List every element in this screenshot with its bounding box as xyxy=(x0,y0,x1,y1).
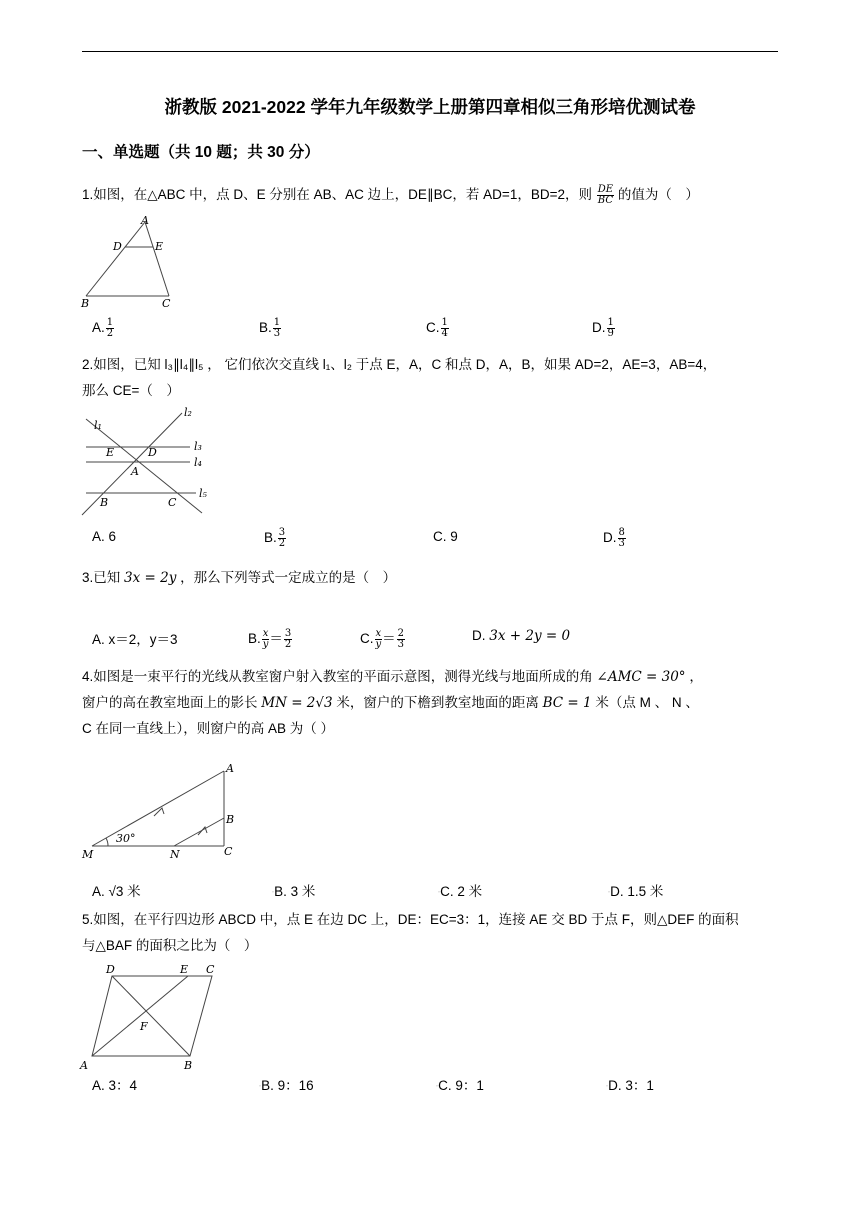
question-3-math: 3x = 2y xyxy=(124,570,177,586)
question-3-options xyxy=(92,627,792,653)
option-b[interactable]: ◦B. 3 米 xyxy=(272,884,316,899)
option-d[interactable]: ◦D. 1.5 米 xyxy=(608,884,664,899)
question-5-line-2: 与△BAF 的面积之比为（ ） xyxy=(82,938,258,953)
label-m: M xyxy=(82,848,94,861)
label-b: B xyxy=(184,1059,193,1072)
option-b[interactable]: B. $\frac{1}{3}$ xyxy=(259,317,281,339)
question-3 xyxy=(82,565,782,591)
label-a: A xyxy=(141,214,149,227)
option-b[interactable]: ◦B. 9：16 xyxy=(259,1078,314,1093)
question-3-post: ，那么下列等式一定成立的是（ ） xyxy=(176,570,397,585)
question-1-fraction: $\frac{DE}{BC}$ xyxy=(597,183,614,206)
question-5 xyxy=(82,907,782,959)
label-a: A xyxy=(80,1059,88,1072)
header-rule xyxy=(82,51,778,52)
question-1-figure xyxy=(78,214,188,310)
label-l1: l₁ xyxy=(94,419,102,432)
label-d: D xyxy=(148,446,157,459)
label-d: D xyxy=(106,963,115,976)
question-5-options xyxy=(92,1074,792,1100)
question-4-line-3: C 在同一直线上），则窗户的高 AB 为（ ） xyxy=(82,721,335,736)
option-c[interactable]: ◦C. 2 米 xyxy=(438,884,483,899)
question-2 xyxy=(82,352,782,404)
question-4-options xyxy=(92,880,792,906)
label-l3: l₃ xyxy=(194,440,202,453)
label-f: F xyxy=(140,1020,148,1033)
option-c[interactable]: C. $\frac{x}{y}$ ＝ $\frac{2}{3}$ xyxy=(360,627,405,650)
option-d[interactable]: D. $\frac{8}{3}$ xyxy=(603,527,625,549)
option-a[interactable]: A. 3：4 xyxy=(92,1078,138,1093)
label-n: N xyxy=(170,848,180,861)
label-c: C xyxy=(162,297,171,310)
question-1-options xyxy=(92,318,792,344)
label-l4: l₄ xyxy=(194,456,202,469)
label-c: C xyxy=(206,963,215,976)
question-5-line-1: 5.如图，在平行四边形 ABCD 中，点 E 在边 DC 上，DE：EC=3：1，连接 AE 交 BD 于点 F，则△DEF 的面积 xyxy=(82,912,739,927)
question-4 xyxy=(82,664,782,742)
label-a: A xyxy=(131,465,139,478)
question-5-figure xyxy=(78,958,228,1073)
question-3-pre: 3.已知 xyxy=(82,570,125,585)
option-c[interactable]: ◦C. 9：1 xyxy=(436,1078,484,1093)
question-4-line-2: 窗户的高在教室地面上的影长 MN = 2√3 米，窗户的下檐到教室地面的距离 BC = 1 米（点 M 、 N 、 xyxy=(82,695,699,711)
label-c: C xyxy=(168,496,177,509)
option-b[interactable]: B. $\frac{3}{2}$ xyxy=(264,527,286,549)
label-a: A xyxy=(226,762,234,775)
question-1 xyxy=(82,182,782,208)
label-b: B xyxy=(81,297,90,310)
label-l5: l₅ xyxy=(199,487,207,500)
label-b: B xyxy=(100,496,109,509)
option-a[interactable]: A. x＝2，y＝3 xyxy=(92,632,178,647)
question-2-line-2: 那么 CE=（ ） xyxy=(82,383,180,398)
question-1-text: 1.如图，在△ABC 中，点 D、E 分别在 AB、AC 边上，DE∥BC，若 AD=1，BD=2，则 xyxy=(82,187,592,202)
label-c: C xyxy=(224,845,233,858)
question-4-line-1: 4.如图是一束平行的光线从教室窗户射入教室的平面示意图，测得光线与地面所成的角 ∠AMC = 30° ， xyxy=(82,669,703,685)
option-d[interactable]: D. 3x + 2y = 0 xyxy=(472,628,571,644)
question-2-options xyxy=(92,528,792,554)
option-b[interactable]: B. $\frac{x}{y}$ ＝ $\frac{3}{2}$ xyxy=(248,627,292,650)
label-d: D xyxy=(113,240,122,253)
question-1-tail: 的值为（ ） xyxy=(617,187,699,202)
label-e: E xyxy=(106,446,115,459)
page-title: 浙教版 2021-2022 学年九年级数学上册第四章相似三角形培优测试卷 xyxy=(164,97,696,117)
question-2-figure xyxy=(78,405,218,521)
section-heading: 一、单选题（共 10 题；共 30 分） xyxy=(82,144,320,161)
question-4-figure xyxy=(78,756,248,866)
option-a[interactable]: A. 6 xyxy=(92,529,117,544)
label-l2: l₂ xyxy=(184,406,192,419)
option-a[interactable]: A. √3 米 xyxy=(92,884,141,899)
question-2-line-1: 2.如图，已知 l₃∥l₄∥l₅ ， 它们依次交直线 l₁、l₂ 于点 E，A，C 和点 D，A，B，如果 AD=2，AE=3，AB=4， xyxy=(82,357,717,372)
label-b: B xyxy=(226,813,235,826)
option-c[interactable]: C. 9 xyxy=(433,529,458,544)
label-e: E xyxy=(155,240,164,253)
option-a[interactable]: A. $\frac{1}{2}$ xyxy=(92,317,114,339)
label-e: E xyxy=(180,963,189,976)
option-c[interactable]: C. $\frac{1}{4}$ xyxy=(426,317,448,339)
option-d[interactable]: D. $\frac{1}{9}$ xyxy=(592,317,614,339)
option-d[interactable]: ◦D. 3：1 xyxy=(606,1078,654,1093)
angle-label: 30° xyxy=(116,832,136,845)
